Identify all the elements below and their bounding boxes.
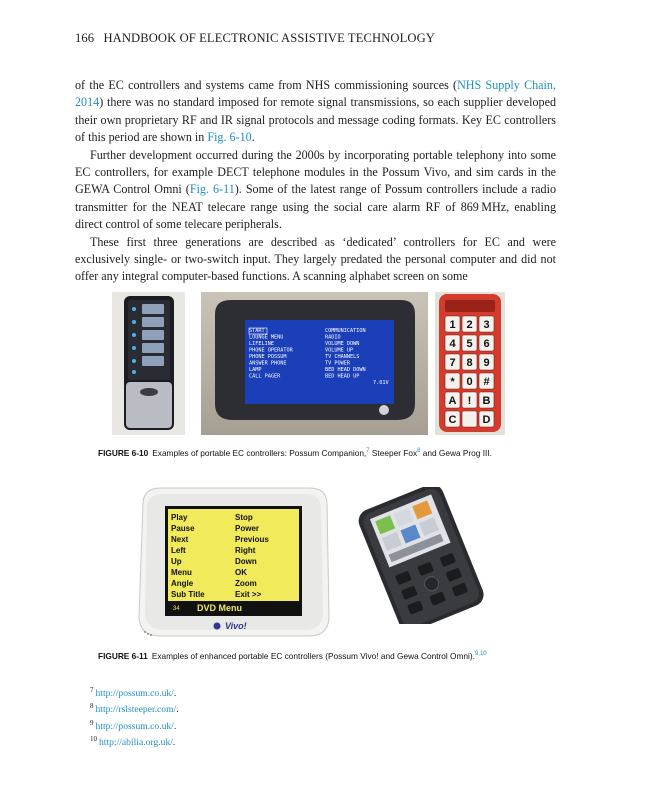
gewa-key-label: 4 — [449, 338, 456, 350]
running-header — [75, 31, 435, 46]
vivo-menu-item: Stop — [235, 513, 253, 522]
fox-screen-item: VOLUME UP — [325, 347, 354, 354]
vivo-menu-item: Pause — [171, 524, 195, 533]
fox-screen-item: TV CHANNELS — [325, 354, 360, 360]
gewa-key-label: 9 — [483, 357, 490, 369]
photo-gewa-control-omni — [345, 487, 495, 624]
citation-link-nhs[interactable]: NHS Supply Chain, 2014 — [75, 78, 556, 110]
footnote-link[interactable]: http://abilia.org.uk/ — [99, 737, 173, 749]
gewa-key-label: 8 — [466, 357, 473, 369]
gewa-key-label: B — [482, 395, 491, 407]
gewa-key-label: * — [450, 376, 455, 388]
footnote-link[interactable]: http://possum.co.uk/ — [95, 688, 174, 700]
photo-steeper-fox — [201, 292, 428, 435]
fox-screen-item: LAMP — [249, 367, 262, 373]
page-number: 166 — [75, 31, 95, 45]
vivo-menu-item: Previous — [235, 535, 269, 544]
fox-screen-item: COMMUNICATION — [325, 328, 366, 334]
figure-label: FIGURE 6-11 — [98, 651, 148, 661]
fox-screen-item: BED HEAD UP — [325, 373, 360, 380]
vivo-menu-item: OK — [235, 568, 247, 577]
footnote-link[interactable]: http://rslsteeper.com/ — [95, 704, 177, 716]
figure-label: FIGURE 6-10 — [98, 448, 149, 458]
fox-screen-item: CALL PAGER — [249, 373, 281, 380]
gewa-key-label: 1 — [449, 319, 456, 331]
vivo-menu-item: Menu — [171, 568, 192, 577]
vivo-menu-item: Power — [235, 524, 260, 533]
figure-link-6-11[interactable]: Fig. 6-11 — [189, 182, 235, 197]
gewa-key-label: 7 — [449, 357, 456, 369]
vivo-brand-logo: Vivo! — [225, 621, 247, 631]
fox-screen-item: START — [249, 328, 265, 334]
vivo-menu-number: 34 — [173, 606, 180, 612]
fox-screen-item: LIFELINE — [249, 341, 274, 347]
vivo-menu-item: Right — [235, 546, 256, 555]
vivo-menu-item: Play — [171, 513, 188, 522]
paragraph-3: These first three generations are described as ‘dedicated’ controllers for EC and were exclusively single- or two-switch input. They largely predated the personal computer and did not offer any integral computer-based functions. A scanning alphabet screen on some — [75, 234, 556, 284]
photo-gewa-prog-iii — [435, 292, 505, 435]
vivo-menu-item: Up — [171, 557, 182, 566]
fox-screen-item: VOLUME DOWN — [325, 341, 360, 347]
vivo-menu-item: Left — [171, 546, 186, 555]
figure-6-10-caption: FIGURE 6-10 Examples of portable EC controllers: Possum Companion,$^7$ Steeper Fox$^8$ and Gewa Prog III. — [98, 448, 492, 458]
body-text — [75, 77, 556, 286]
photo-possum-companion — [112, 292, 185, 435]
vivo-menu-item: Angle — [171, 579, 194, 588]
fox-screen-item: ANSWER PHONE — [249, 360, 287, 367]
gewa-key-label: D — [482, 414, 491, 426]
photo-possum-vivo — [133, 484, 334, 644]
gewa-key-label: # — [483, 376, 490, 388]
footnote: $^9$ http://possum.co.uk/. — [90, 718, 177, 732]
gewa-key-label: ! — [467, 395, 472, 407]
footnote: $^8$ http://rslsteeper.com/. — [90, 702, 179, 716]
gewa-key-label: 3 — [483, 319, 490, 331]
book-title: HANDBOOK OF ELECTRONIC ASSISTIVE TECHNOLOGY — [103, 31, 435, 45]
fox-screen-item: BED HEAD DOWN — [325, 367, 366, 373]
fox-screen-item: TV POWER — [325, 360, 350, 367]
paragraph-2: Further development occurred during the 2000s by incorporating portable telephony into some EC controllers, for example DECT telephone modules in the Possum Vivo, and sim cards in the GEWA Control Omni (Fig. 6-11). Some of the latest range of Possum controllers include a radio transmitter for the NEAT telecare range using the social care alarm RF of 869 MHz, enabling direct control of some telecare peripherals. — [75, 147, 556, 232]
footnotes — [90, 684, 179, 750]
vivo-menu-item: Exit >> — [235, 590, 262, 599]
vivo-menu-item: Down — [235, 557, 257, 566]
gewa-key-label: 2 — [466, 319, 473, 331]
footnote: $^7$ http://possum.co.uk/. — [90, 686, 177, 700]
gewa-key-label: 5 — [466, 338, 473, 350]
figure-link-6-10[interactable]: Fig. 6-10 — [207, 130, 252, 145]
vivo-menu-item: Zoom — [235, 579, 257, 588]
gewa-key-label: 6 — [483, 338, 490, 350]
vivo-menu-item: Sub Title — [171, 590, 205, 599]
vivo-menu-item: Next — [171, 535, 189, 544]
fox-screen-item: PHONE POSSUM — [249, 354, 287, 360]
paragraph-1: of the EC controllers and systems came from NHS commissioning sources (NHS Supply Chain, 2014) there was no standard imposed for remote signal transmissions, so each supplier developed their own proprietary RF and IR signal protocols and message coding formats. Key EC controllers of this period are shown in Fig. 6-10. — [75, 78, 556, 145]
fox-screen-item: PHONE OPERATOR — [249, 347, 293, 354]
fox-screen-voltage: 7.01V — [373, 380, 389, 386]
gewa-key-label: C — [448, 414, 457, 426]
fox-screen-item: RADIO — [325, 334, 341, 341]
gewa-key-label: 0 — [466, 376, 473, 388]
footnote: $^{10}$ http://abilia.org.uk/. — [90, 735, 176, 749]
gewa-key — [462, 411, 477, 427]
vivo-menu-footer: DVD Menu — [197, 603, 242, 613]
figure-6-11-caption: FIGURE 6-11 Examples of enhanced portable EC controllers (Possum Vivo! and Gewa Control Omni).$^{9,10}$ — [98, 651, 487, 661]
gewa-key-label: A — [448, 395, 457, 407]
footnote-link[interactable]: http://possum.co.uk/ — [95, 720, 174, 732]
fox-screen-item: LOUNGE MENU — [249, 334, 284, 341]
